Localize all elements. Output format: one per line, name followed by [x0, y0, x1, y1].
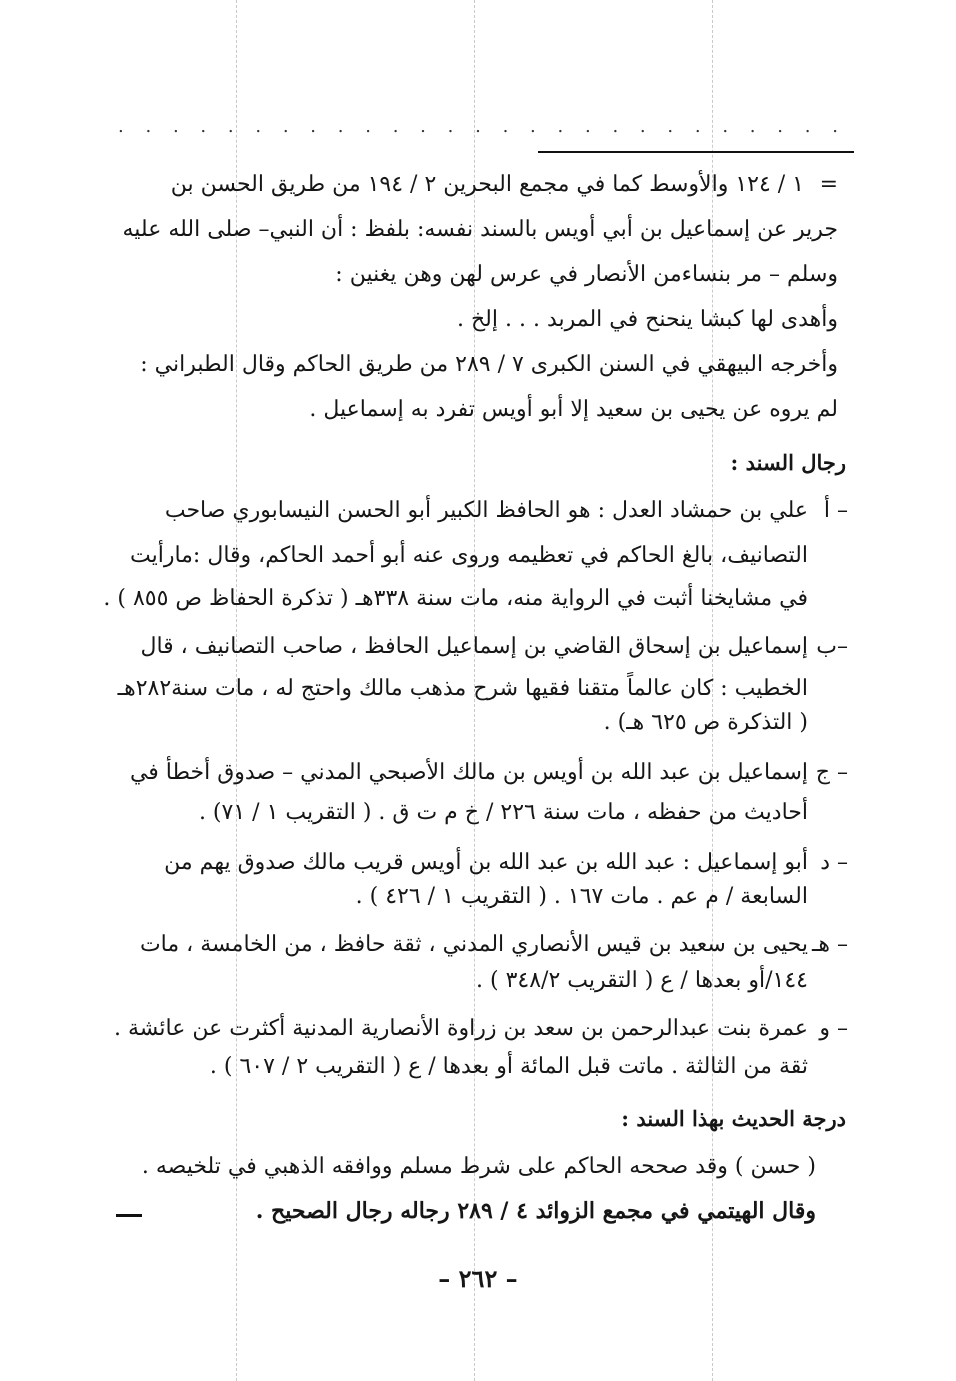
- footnote-line: جرير عن إسماعيل بن أبي أويس بالسند نفسه: بلفظ : أن النبي– صلى الله عليه: [122, 217, 838, 242]
- grade-line: ( حسن ) وقد صححه الحاكم على شرط مسلم ووافقه الذهبي في تلخيصه .: [141, 1154, 816, 1179]
- footnote-line: وسلم – مر بنساءمن الأنصار في عرس لهن وهن يغنين :: [335, 262, 838, 287]
- narrator-line: ١٤٤/أو بعدها / ع ( التقريب ٣٤٨/٢ ) .: [476, 968, 808, 993]
- continuation-marker: =: [819, 172, 838, 197]
- narrator-letter: د –: [820, 850, 848, 875]
- page-number: – ٢٦٢ –: [438, 1264, 518, 1293]
- footnote-line: وأخرجه البيهقي في السنن الكبرى ٧ / ٢٨٩ من طريق الحاكم وقال الطبراني :: [140, 352, 838, 377]
- hadith-grade-heading: درجة الحديث بهذا السند :: [621, 1106, 846, 1131]
- narrators-heading: رجال السند :: [730, 450, 846, 475]
- narrator-letter: أ –: [823, 498, 848, 523]
- narrator-line: أبو إسماعيل : عبد الله بن عبد الله بن أويس قريب مالك صدوق يهم من: [164, 850, 808, 875]
- narrator-line: ( التذكرة ص ٦٢٥ هـ) .: [603, 710, 808, 735]
- narrator-line: ثقة من الثالثة . ماتت قبل المائة أو بعدها / ع ( التقريب ٢ / ٦٠٧ ) .: [209, 1054, 808, 1079]
- narrator-line: إسماعيل بن إسحاق القاضي بن إسماعيل الحافظ ، صاحب التصانيف ، قال: [140, 634, 808, 659]
- narrator-line: أحاديث من حفظه ، مات سنة ٢٢٦ / خ م ت ق . ( التقريب ١ / ٧١) .: [198, 800, 808, 825]
- narrator-letter: و –: [819, 1016, 848, 1041]
- narrator-line: عمرة بنت عبدالرحمن بن سعد بن زراوة الأنصارية المدنية أكثرت عن عائشة .: [113, 1016, 808, 1041]
- dotted-separator: . . . . . . . . . . . . . . . . . . . . . . . . . . .: [118, 116, 838, 137]
- footnote-line: ١ / ١٢٤ والأوسط كما في مجمع البحرين ٢ / ١٩٤ من طريق الحسن بن: [170, 172, 804, 197]
- narrator-line: التصانيف، بالغ الحاكم في تعظيمه وروى عنه أبو أحمد الحاكم، وقال :مارأيت: [129, 543, 808, 568]
- end-of-section-mark: [116, 1214, 142, 1217]
- narrator-letter: ب–: [816, 634, 848, 659]
- narrator-line: الخطيب : كان عالماً متقنا فقيها شرح مذهب مالك واحتج له ، مات سنة٢٨٢هـ: [117, 676, 808, 701]
- footnote-separator-rule: [538, 151, 854, 153]
- narrator-line: في مشايخنا أثبت في الرواية منه، مات سنة ٣٣٨هـ ( تذكرة الحفاظ ص ٨٥٥ ) .: [103, 586, 808, 611]
- narrator-line: السابعة / م عم . مات ١٦٧ . ( التقريب ١ / ٤٢٦ ) .: [355, 884, 808, 909]
- narrator-line: إسماعيل بن عبد الله بن أويس بن مالك الأصبحي المدني – صدوق أخطأ في: [129, 760, 808, 785]
- footnote-line: لم يروه عن يحيى بن سعيد إلا أبو أويس تفرد به إسماعيل .: [309, 397, 838, 422]
- narrator-line: يحيى بن سعيد بن قيس الأنصاري المدني ، ثقة حافظ ، من الخامسة ، مات: [139, 932, 808, 957]
- narrator-letter: هـ –: [811, 932, 848, 957]
- narrator-line: علي بن حمشاد العدل : هو الحافظ الكبير أبو الحسن النيسابوري صاحب: [164, 498, 808, 523]
- footnote-line: وأهدى لها كبشا ينحنح في المربد . . . إلخ .: [456, 307, 838, 332]
- grade-line: وقال الهيتمي في مجمع الزوائد ٤ / ٢٨٩ رجاله رجال الصحيح .: [255, 1198, 816, 1224]
- narrator-letter: ج –: [815, 760, 848, 785]
